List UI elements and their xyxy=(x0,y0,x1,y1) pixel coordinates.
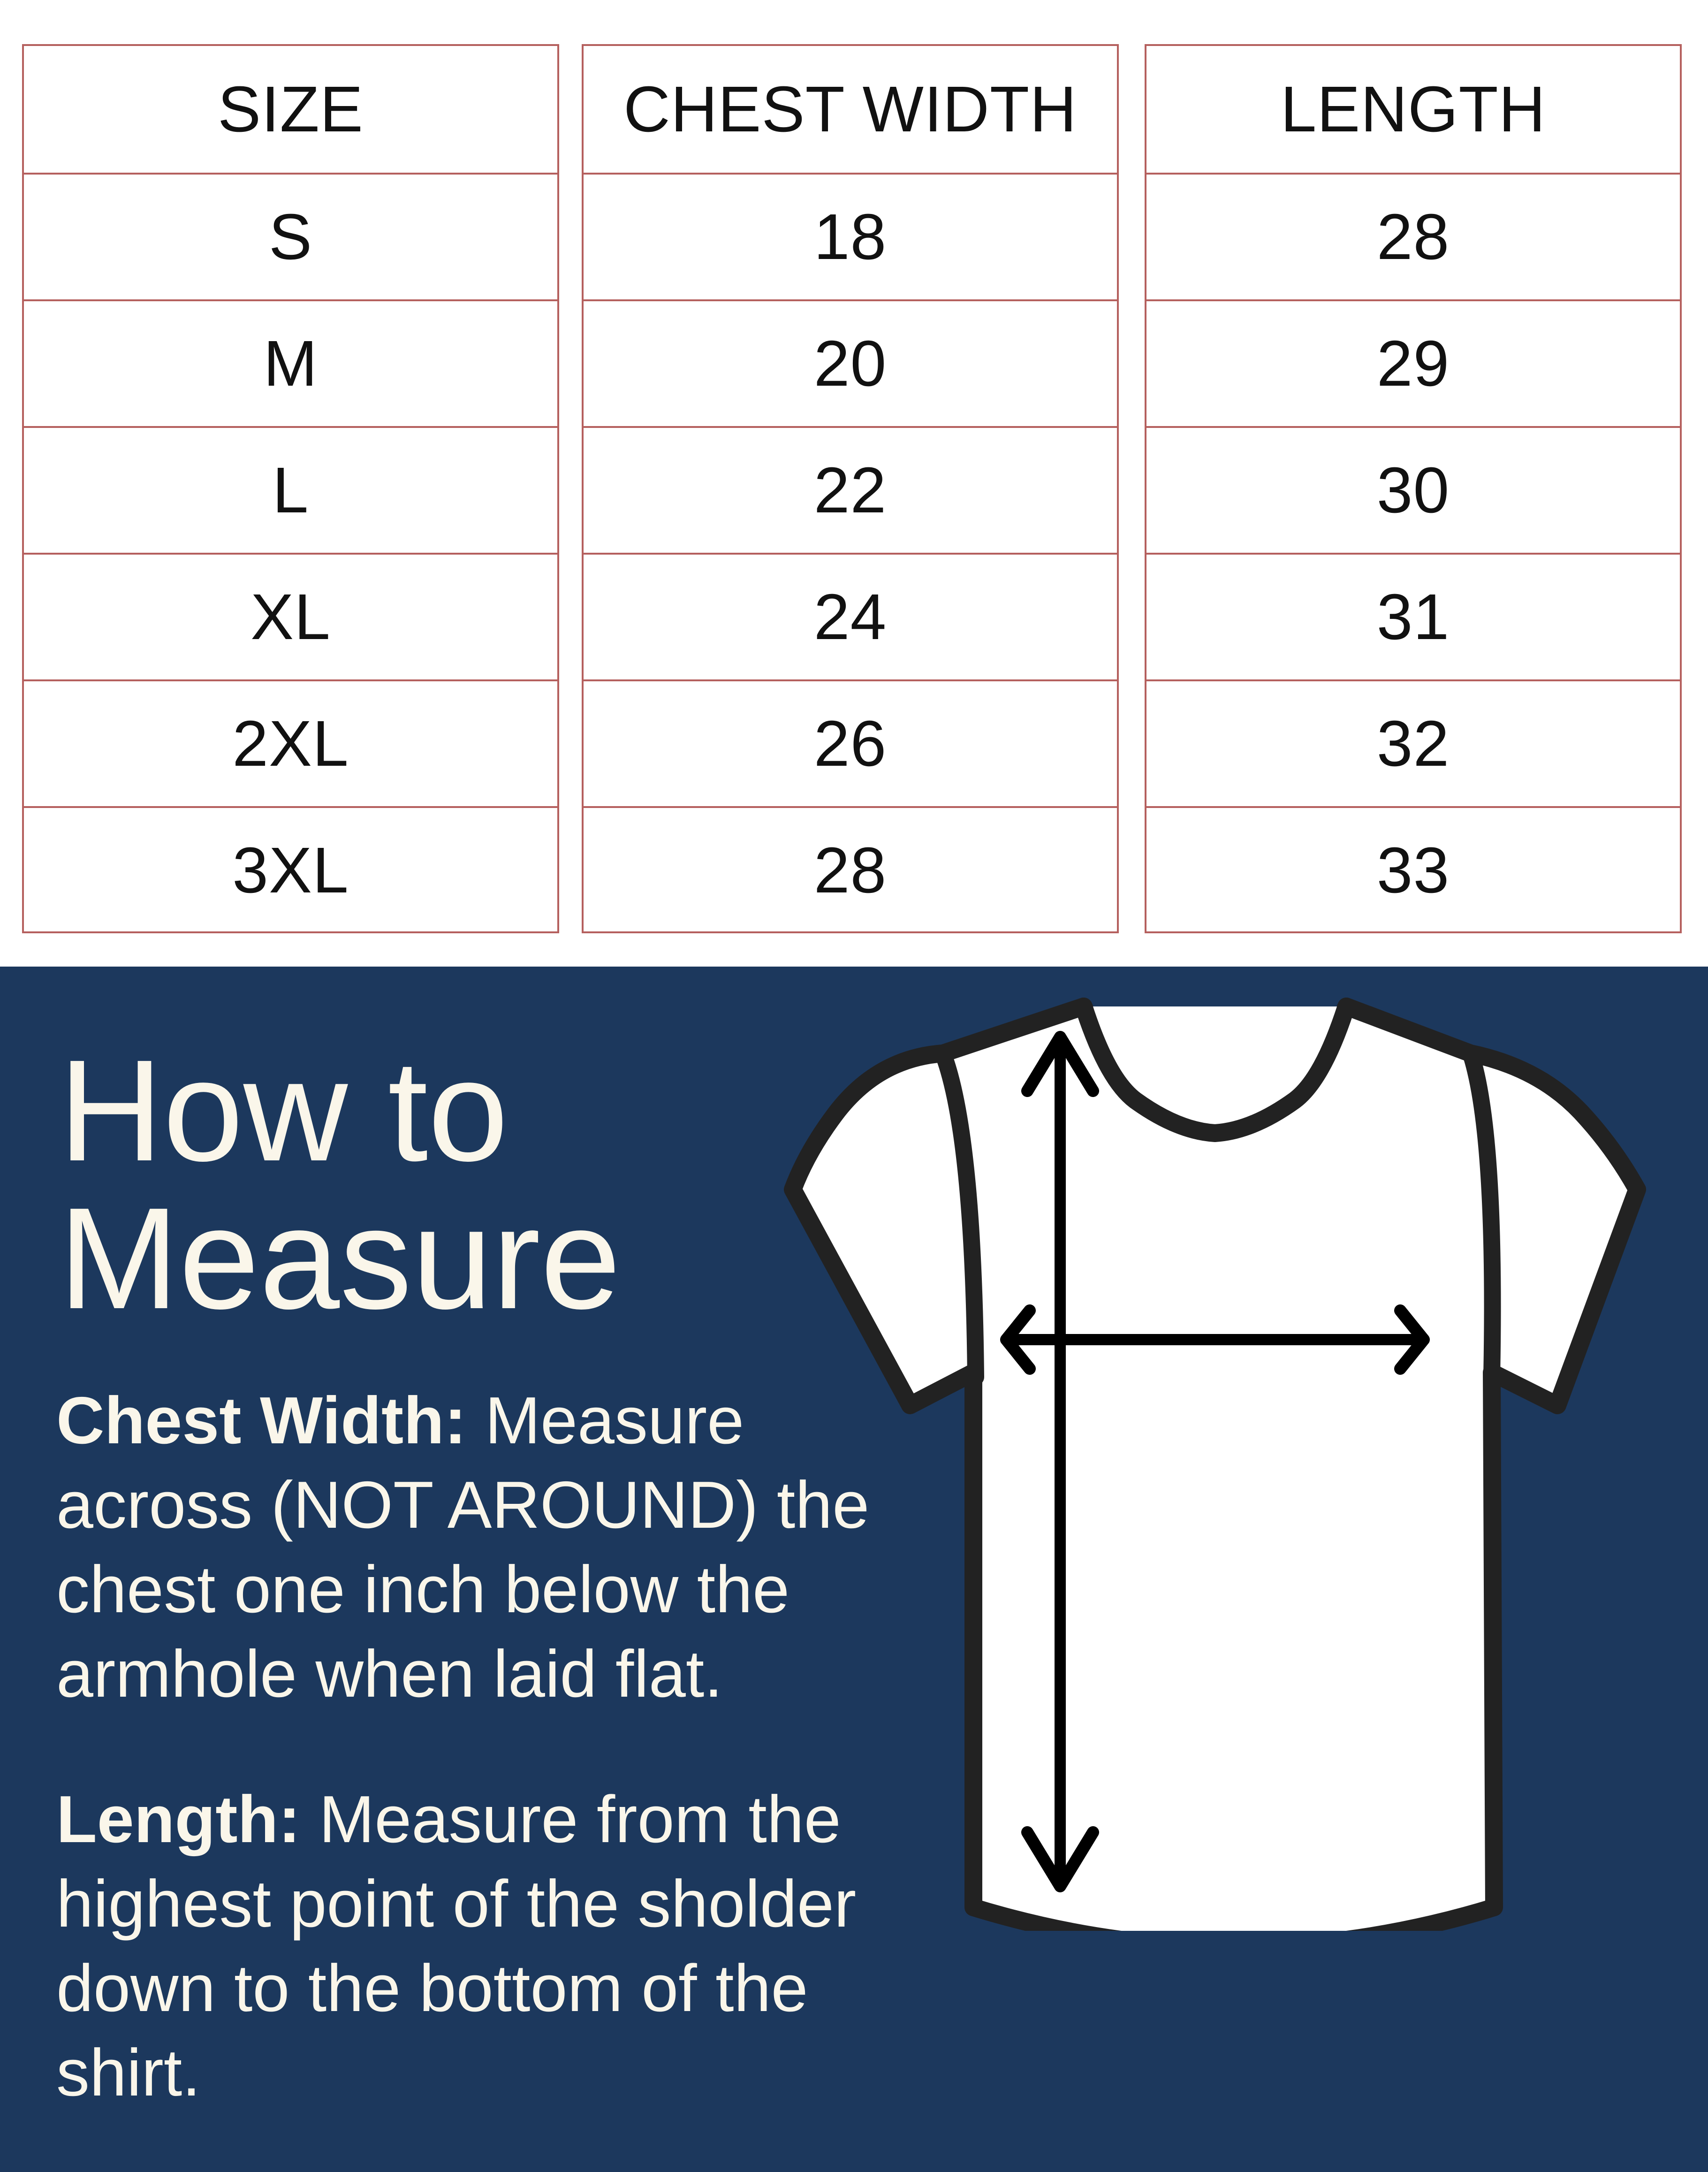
length-column xyxy=(1145,44,1682,933)
size-column xyxy=(22,44,559,933)
chest-width-cell: 22 xyxy=(584,426,1117,553)
chest-width-cell: 26 xyxy=(584,679,1117,806)
length-cell: 32 xyxy=(1146,679,1680,806)
chest-width-cell: 20 xyxy=(584,299,1117,426)
tshirt-diagram-icon xyxy=(779,992,1651,1931)
tshirt-diagram-svg xyxy=(779,992,1651,1931)
chest-width-description: Measure across (NOT AROUND) the chest one inch below the armhole when laid flat. xyxy=(56,1383,870,1711)
length-cell: 28 xyxy=(1146,173,1680,299)
chest-width-cell: 28 xyxy=(584,806,1117,933)
length-cell: 29 xyxy=(1146,299,1680,426)
size-cell: XL xyxy=(24,553,557,679)
length-cell: 31 xyxy=(1146,553,1680,679)
chest-width-column-header: CHEST WIDTH xyxy=(623,73,1077,145)
chest-width-column xyxy=(582,44,1119,933)
chest-width-cell: 18 xyxy=(584,173,1117,299)
title-line-1: How to xyxy=(59,1030,509,1191)
length-cell: 30 xyxy=(1146,426,1680,553)
length-label: Length: xyxy=(56,1782,301,1857)
length-description: Measure from the highest point of the sholder down to the bottom of the shirt. xyxy=(56,1782,857,2110)
title-line-2: Measure xyxy=(59,1178,621,1339)
size-cell: S xyxy=(24,173,557,299)
how-to-measure-title xyxy=(59,1030,715,1339)
chest-width-label: Chest Width: xyxy=(56,1383,467,1458)
size-cell: L xyxy=(24,426,557,553)
shirt-outline xyxy=(793,1006,1637,1931)
size-cell: 3XL xyxy=(24,806,557,933)
size-cell: M xyxy=(24,299,557,426)
chest-width-cell: 24 xyxy=(584,553,1117,679)
length-cell: 33 xyxy=(1146,806,1680,933)
length-column-header: LENGTH xyxy=(1280,73,1546,145)
size-cell: 2XL xyxy=(24,679,557,806)
size-column-header: SIZE xyxy=(218,73,364,145)
